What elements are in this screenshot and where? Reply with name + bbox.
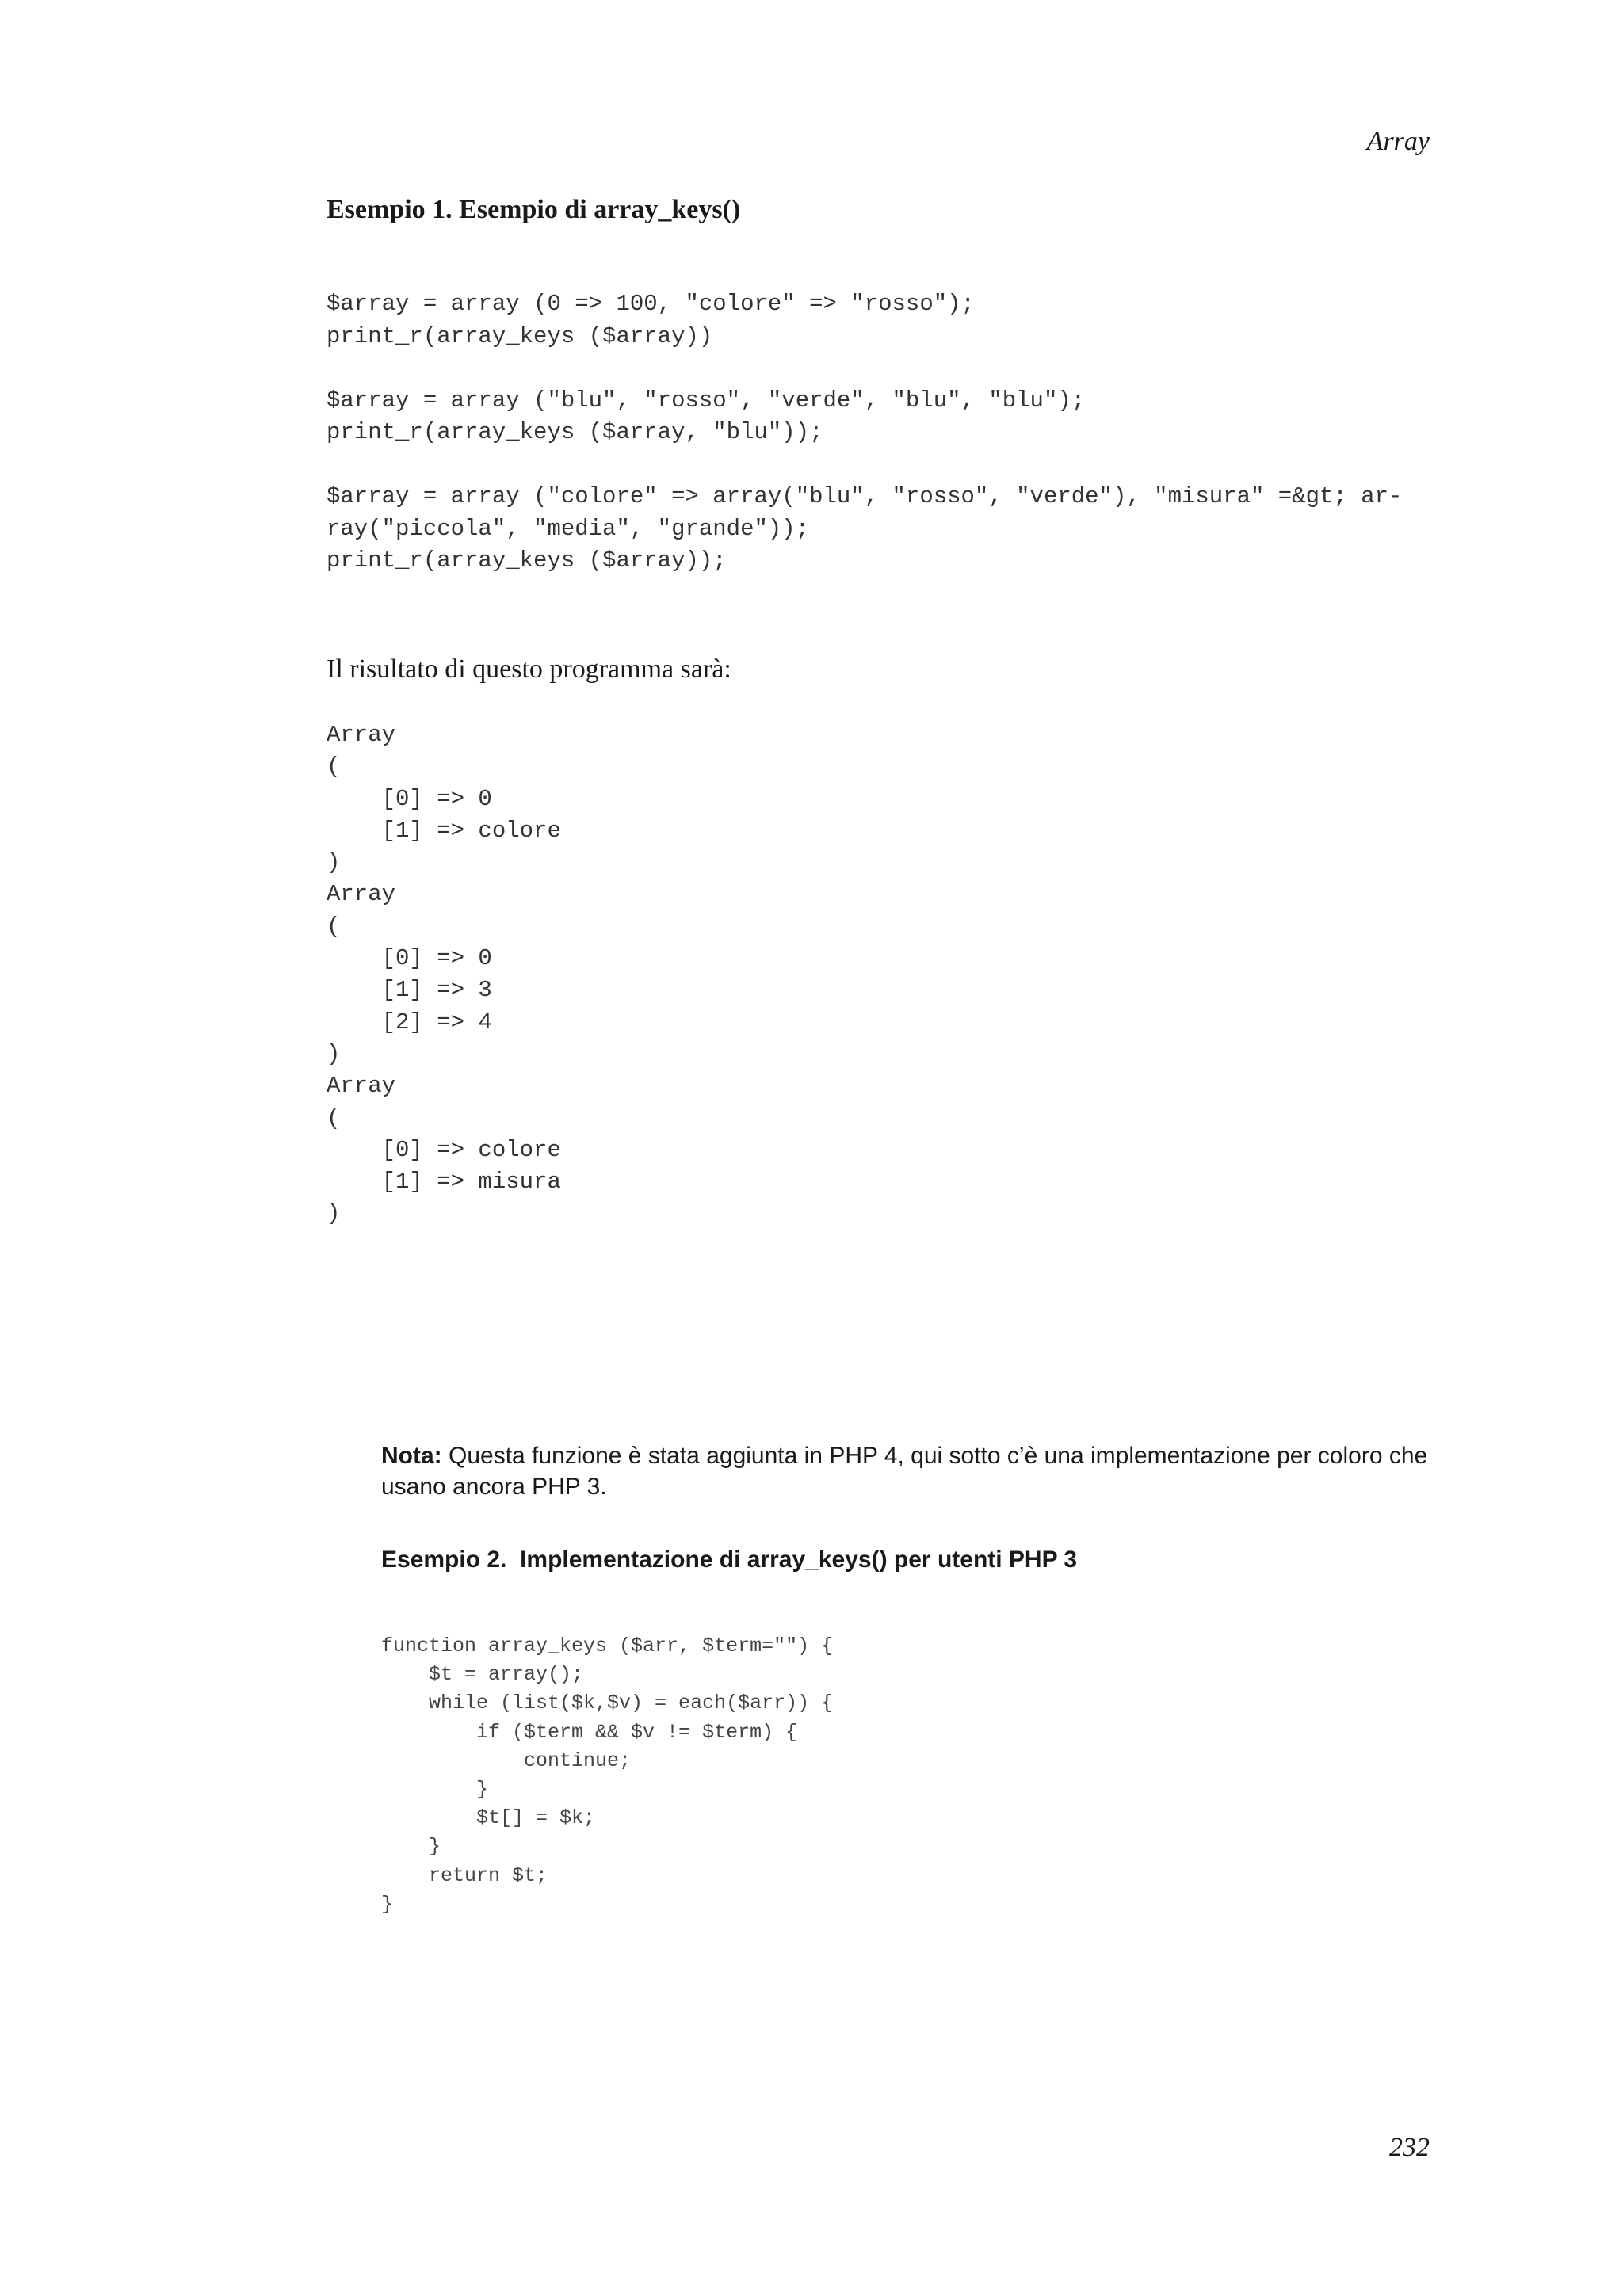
example1-code-block: $array = array (0 => 100, "colore" => "rosso"); print_r(array_keys ($array)) $array = array ("blu", "rosso", "verde", "blu", "blu"); print_r(array_keys ($array, "blu")); $array = array ("colore" => array("blu", "rosso", "verde"), "misura" =&gt; ar- ray("piccola", "media", "grande")); print_r(array_keys ($array)); [327, 291, 1403, 574]
note-block [381, 1440, 1435, 1502]
result-intro-text: Il risultato di questo programma sarà: [327, 654, 731, 684]
example2-title: Esempio 2. Implementazione di array_keys() per utenti PHP 3 [381, 1547, 1078, 1573]
example2-code-block: function array_keys ($arr, $term="") { $t = array(); while (list($k,$v) = each($arr)) { if ($term && $v != $term) { continue; } $t[] = $k; } return $t; } [381, 1634, 834, 1916]
running-header: Array [1366, 127, 1430, 156]
note-label: Nota: [381, 1443, 442, 1469]
example1-title: Esempio 1. Esempio di array_keys() [327, 195, 741, 224]
program-output-block: Array ( [0] => 0 [1] => colore ) Array ( [0] => 0 [1] => 3 [2] => 4 ) Array ( [0] => colore [1] => misura ) [327, 722, 561, 1227]
page-number: 232 [1389, 2133, 1430, 2162]
note-text: Questa funzione è stata aggiunta in PHP 4, qui sotto c’è una implementazione per coloro che usano ancora PHP 3. [381, 1443, 1428, 1500]
